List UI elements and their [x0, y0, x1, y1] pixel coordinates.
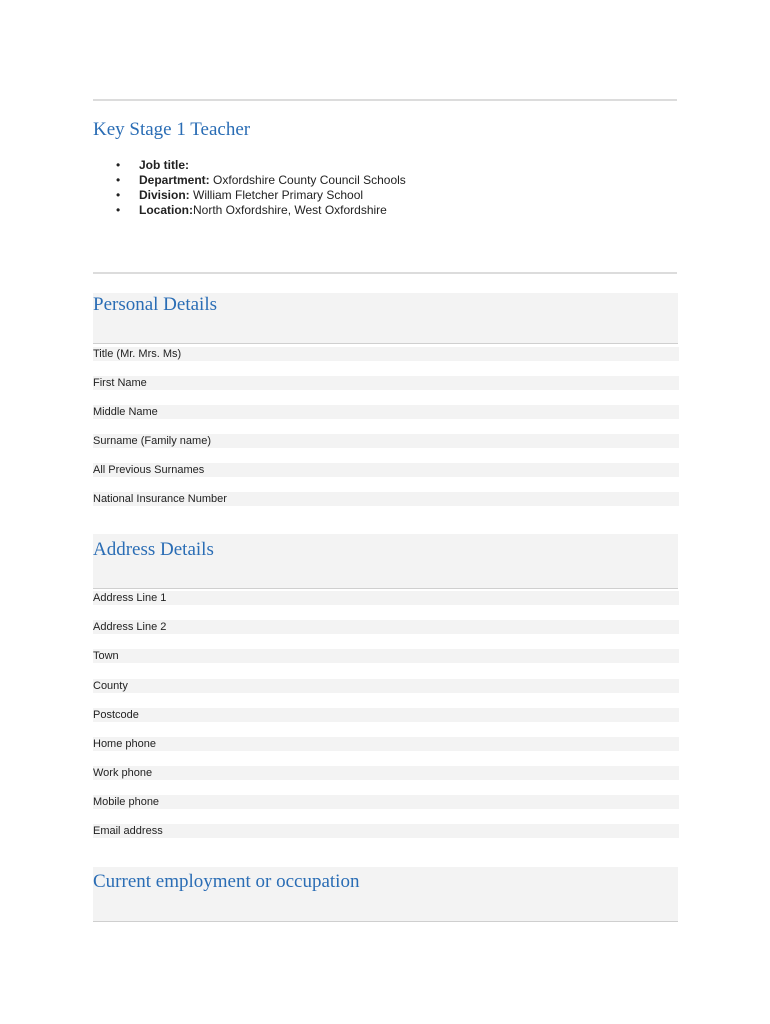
field-label: National Insurance Number — [93, 493, 227, 505]
field-county[interactable] — [93, 679, 679, 693]
field-work-phone[interactable] — [93, 766, 679, 780]
job-detail-division — [93, 188, 406, 203]
personal-details-heading: Personal Details — [93, 294, 218, 315]
field-surname[interactable] — [93, 434, 679, 448]
field-label: Work phone — [93, 767, 153, 779]
job-detail-value: William Fletcher Primary School — [189, 188, 364, 202]
field-label: Title (Mr. Mrs. Ms) — [93, 348, 182, 360]
personal-details-header — [93, 293, 678, 344]
job-detail-label: Job title: — [139, 158, 189, 172]
job-details-list — [93, 158, 406, 218]
job-detail-department — [93, 173, 406, 188]
field-label: Postcode — [93, 709, 139, 721]
field-label: County — [93, 680, 128, 692]
field-ni-number[interactable] — [93, 492, 679, 506]
job-title: Key Stage 1 Teacher — [93, 119, 251, 140]
field-middle-name[interactable] — [93, 405, 679, 419]
field-mobile-phone[interactable] — [93, 795, 679, 809]
employment-heading: Current employment or occupation — [93, 871, 360, 892]
field-label: Home phone — [93, 738, 156, 750]
job-detail-label: Division: — [139, 188, 190, 202]
field-label: All Previous Surnames — [93, 464, 205, 476]
field-previous-surnames[interactable] — [93, 463, 679, 477]
top-divider — [93, 99, 677, 101]
field-label: Email address — [93, 825, 163, 837]
job-detail-label: Department: — [139, 173, 210, 187]
job-detail-title — [93, 158, 406, 173]
field-label: Middle Name — [93, 406, 158, 418]
field-address-line-1[interactable] — [93, 591, 679, 605]
field-first-name[interactable] — [93, 376, 679, 390]
field-label: First Name — [93, 377, 147, 389]
address-details-heading: Address Details — [93, 539, 214, 560]
field-label: Address Line 1 — [93, 592, 167, 604]
field-label: Town — [93, 650, 119, 662]
field-title[interactable] — [93, 347, 679, 361]
job-detail-value: Oxfordshire County Council Schools — [209, 173, 406, 187]
address-details-header — [93, 534, 678, 589]
field-home-phone[interactable] — [93, 737, 679, 751]
field-town[interactable] — [93, 649, 679, 663]
field-postcode[interactable] — [93, 708, 679, 722]
field-address-line-2[interactable] — [93, 620, 679, 634]
job-detail-label: Location: — [139, 203, 193, 217]
job-detail-location — [93, 203, 406, 218]
field-label: Address Line 2 — [93, 621, 167, 633]
field-email-address[interactable] — [93, 824, 679, 838]
field-label: Surname (Family name) — [93, 435, 211, 447]
field-label: Mobile phone — [93, 796, 160, 808]
job-detail-value: North Oxfordshire, West Oxfordshire — [193, 203, 387, 217]
section-divider — [93, 272, 677, 274]
employment-header — [93, 867, 678, 922]
